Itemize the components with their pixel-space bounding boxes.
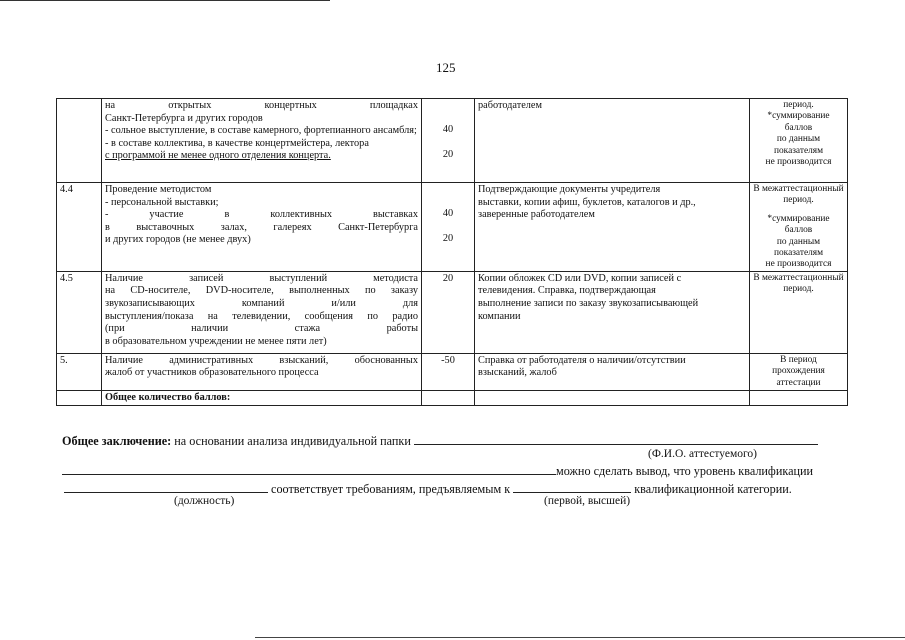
blank-line xyxy=(62,462,556,475)
points-cell xyxy=(422,271,475,353)
criteria-line: на открытых концертных площадках xyxy=(105,100,418,111)
conclusion-text: можно сделать вывод, что уровень квалификации xyxy=(556,464,814,478)
period-line: по данным xyxy=(776,236,821,247)
period-line: период. xyxy=(783,284,814,295)
fio-blank xyxy=(414,432,818,445)
row-number: 4.5 xyxy=(57,271,102,353)
criteria-line: Санкт-Петербурга и других городов xyxy=(105,112,263,124)
documents-line: выполнение записи по заказу звукозаписывающей xyxy=(478,298,699,310)
position-blank xyxy=(64,480,268,493)
criteria-line: в выставочных залах, галереях Санкт-Петербурга xyxy=(105,221,418,233)
period-line: показателям xyxy=(773,248,824,259)
period-line: В межаттестационный xyxy=(753,184,844,194)
bottom-rule xyxy=(255,637,905,638)
criteria-cell xyxy=(102,271,422,353)
period-cell xyxy=(750,183,848,272)
documents-cell xyxy=(475,183,750,272)
criteria-line: (при наличии стажа работы xyxy=(105,323,418,335)
table-row xyxy=(57,99,848,183)
table-row xyxy=(57,271,848,353)
criteria-line: Наличие записей выступлений методиста xyxy=(105,272,418,284)
period-cell xyxy=(750,353,848,390)
conclusion-text: соответствует требованиям, предъявляемым к xyxy=(271,482,511,496)
points-value: 20 xyxy=(442,232,454,244)
fio-caption: (Ф.И.О. аттестуемого) xyxy=(648,448,757,460)
period-line: период. xyxy=(783,195,814,206)
documents-line: Справка от работодателя о наличии/отсутствии xyxy=(478,354,686,366)
position-caption: (должность) xyxy=(174,495,235,507)
points-value: 20 xyxy=(442,148,454,160)
conclusion-label: Общее заключение: xyxy=(62,434,172,448)
documents-line: выставки, копии афиш, буклетов, каталогов и др., xyxy=(478,196,696,208)
criteria-cell xyxy=(102,183,422,272)
period-line: прохождения xyxy=(772,366,825,377)
row-number xyxy=(57,99,102,183)
points-value: 40 xyxy=(442,208,454,219)
conclusion-line-2 xyxy=(62,462,813,479)
points-cell xyxy=(422,99,475,183)
criteria-table xyxy=(56,98,848,406)
period-line: *суммирование баллов xyxy=(767,213,830,236)
documents-line: Копии обложек CD или DVD, копии записей с xyxy=(478,272,682,284)
period-line: аттестации xyxy=(776,377,821,388)
period-cell xyxy=(750,271,848,353)
documents-line: заверенные работодателем xyxy=(478,209,595,221)
table-row xyxy=(57,183,848,272)
documents-cell xyxy=(475,271,750,353)
documents-line: работодателем xyxy=(478,100,543,111)
documents-line: взысканий, жалоб xyxy=(478,367,557,379)
points-value: 40 xyxy=(442,124,454,135)
points-value: -50 xyxy=(441,354,455,366)
conclusion-text: квалификационной категории. xyxy=(634,482,792,496)
criteria-line: на CD-носителе, DVD-носителе, выполненных по заказу xyxy=(105,285,418,297)
period-line: не производится xyxy=(765,259,832,270)
criteria-line: - в составе коллектива, в качестве концертмейстера, лектора xyxy=(105,137,369,149)
points-cell xyxy=(422,353,475,390)
points-cell xyxy=(422,183,475,272)
criteria-line: - участие в коллективных выставках xyxy=(105,209,418,221)
top-rule xyxy=(0,0,330,1)
period-line: не производится xyxy=(765,157,832,168)
period-line: по данным xyxy=(776,134,821,145)
period-line: период. xyxy=(783,100,814,110)
row-number: 4.4 xyxy=(57,183,102,272)
period-cell xyxy=(750,99,848,183)
documents-line: Подтверждающие документы учредителя xyxy=(478,184,661,195)
table-row xyxy=(57,353,848,390)
criteria-line: и других городов (не менее двух) xyxy=(105,234,251,246)
total-row xyxy=(57,390,848,405)
criteria-line: Проведение методистом xyxy=(105,184,212,195)
conclusion-text: на основании анализа индивидуальной папки xyxy=(174,434,411,448)
criteria-cell xyxy=(102,99,422,183)
documents-cell xyxy=(475,353,750,390)
criteria-line: жалоб от участников образовательного процесса xyxy=(105,367,319,379)
period-line: В период xyxy=(780,354,817,365)
documents-line: телевидения. Справка, подтверждающая xyxy=(478,285,656,297)
period-line: В межаттестационный xyxy=(753,272,844,283)
criteria-line: - сольное выступление, в составе камерного, фортепианного ансамбля; xyxy=(105,125,417,137)
category-caption: (первой, высшей) xyxy=(544,495,631,507)
documents-line: компании xyxy=(478,310,521,322)
criteria-line: Наличие административных взысканий, обоснованных xyxy=(105,354,418,366)
criteria-line: с программой не менее одного отделения концерта. xyxy=(105,150,331,162)
period-line: *суммирование баллов xyxy=(767,111,830,133)
period-line: показателям xyxy=(773,145,824,156)
criteria-line: звукозаписывающих компаний и/или для xyxy=(105,298,418,310)
criteria-line: в образовательном учреждении не менее пяти лет) xyxy=(105,335,327,347)
page-number: 125 xyxy=(436,60,456,75)
criteria-cell xyxy=(102,353,422,390)
row-number: 5. xyxy=(57,353,102,390)
criteria-line: выступления/показа на телевидении, сообщения по радио xyxy=(105,310,418,322)
category-blank xyxy=(513,480,631,493)
documents-cell xyxy=(475,99,750,183)
points-value: 20 xyxy=(442,272,454,284)
criteria-line: - персональной выставки; xyxy=(105,196,219,208)
total-label: Общее количество баллов: xyxy=(102,390,422,405)
